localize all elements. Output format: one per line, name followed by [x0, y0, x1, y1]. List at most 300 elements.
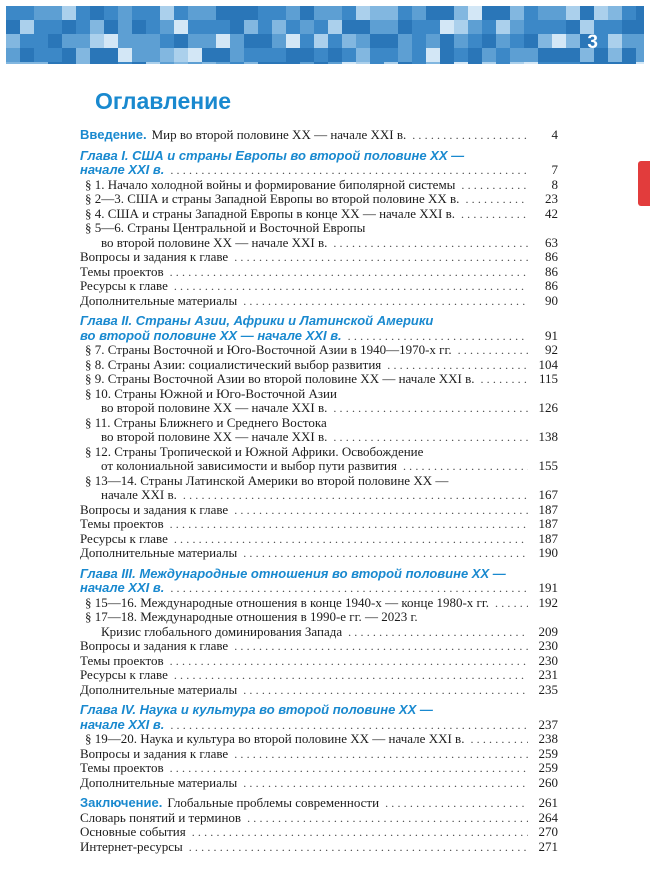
dot-leader — [333, 430, 528, 445]
toc-line — [80, 718, 558, 733]
dot-leader — [170, 581, 528, 596]
mosaic-cell — [538, 20, 552, 34]
toc-title: Оглавление — [95, 88, 232, 114]
toc-line — [80, 625, 558, 640]
mosaic-cell — [258, 62, 272, 64]
red-bookmark-tab — [638, 161, 650, 206]
mosaic-cell — [384, 20, 398, 34]
mosaic-cell — [552, 34, 566, 48]
mosaic-cell — [342, 6, 356, 20]
mosaic-cell — [328, 34, 342, 48]
mosaic-cell — [636, 20, 644, 34]
dot-leader — [461, 178, 528, 193]
mosaic-cell — [174, 34, 188, 48]
mosaic-cell — [188, 62, 202, 64]
toc-page-number: 138 — [538, 429, 558, 444]
dot-leader — [333, 236, 528, 251]
mosaic-cell — [300, 62, 314, 64]
mosaic-cell — [482, 34, 496, 48]
toc-line — [80, 567, 558, 582]
toc-entry — [80, 250, 558, 265]
toc-page-number: 260 — [538, 774, 558, 790]
toc-entry — [80, 372, 558, 387]
dot-leader — [170, 761, 528, 776]
dot-leader — [243, 776, 528, 791]
mosaic-cell — [300, 48, 314, 62]
mosaic-cell — [118, 34, 132, 48]
mosaic-cell — [62, 62, 76, 64]
mosaic-cell — [426, 62, 440, 64]
mosaic-cell — [594, 6, 608, 20]
mosaic-cell — [62, 20, 76, 34]
mosaic-cell — [202, 20, 216, 34]
mosaic-cell — [370, 6, 384, 20]
mosaic-cell — [188, 48, 202, 62]
toc-entry — [80, 178, 558, 193]
toc-line — [80, 776, 558, 791]
mosaic-cell — [384, 34, 398, 48]
mosaic-cell — [496, 62, 510, 64]
mosaic-cell — [566, 48, 580, 62]
mosaic-cell — [132, 6, 146, 20]
toc-line — [80, 430, 558, 445]
toc-entry — [80, 732, 558, 747]
toc-line — [80, 250, 558, 265]
mosaic-cell — [244, 62, 258, 64]
mosaic-cell — [426, 48, 440, 62]
mosaic-cell — [20, 6, 34, 20]
toc-entry — [80, 811, 558, 826]
toc-entry-text: во второй половине XX — начале XXI в. — [101, 400, 328, 415]
mosaic-cell — [118, 62, 132, 64]
mosaic-cell — [272, 48, 286, 62]
toc-entry — [80, 596, 558, 611]
mosaic-cell — [286, 34, 300, 48]
mosaic-cell — [34, 34, 48, 48]
mosaic-cell — [146, 62, 160, 64]
mosaic-cell — [524, 48, 538, 62]
toc-line — [80, 639, 558, 654]
mosaic-cell — [216, 48, 230, 62]
mosaic-cell — [76, 6, 90, 20]
dot-leader — [247, 811, 528, 826]
mosaic-cell — [244, 6, 258, 20]
mosaic-cell — [104, 62, 118, 64]
mosaic-cell — [496, 20, 510, 34]
mosaic-cell — [20, 34, 34, 48]
mosaic-cell — [454, 48, 468, 62]
toc-entry — [80, 265, 558, 280]
toc-entry-text: Темы проектов — [80, 652, 164, 668]
mosaic-cell — [132, 48, 146, 62]
mosaic-cell — [342, 48, 356, 62]
toc-entry — [80, 358, 558, 373]
mosaic-cell — [76, 34, 90, 48]
mosaic-cell — [608, 48, 622, 62]
dot-leader — [192, 825, 528, 840]
toc-line — [80, 358, 558, 373]
toc-entry — [80, 532, 558, 547]
toc-page-number: 264 — [538, 809, 558, 825]
toc-line — [80, 503, 558, 518]
mosaic-cell — [34, 20, 48, 34]
mosaic-cell — [440, 34, 454, 48]
toc-entry — [80, 517, 558, 532]
toc-page-number: 237 — [538, 716, 558, 732]
toc-entry-text: Вопросы и задания к главе — [80, 501, 229, 517]
toc-line — [80, 128, 558, 143]
toc-entry-text: § 19—20. Наука и культура во второй половине XX — начале XXI в. — [85, 731, 465, 746]
toc-entry-text: § 11. Страны Ближнего и Среднего Востока — [85, 414, 327, 430]
mosaic-cell — [580, 6, 594, 20]
mosaic-cell — [76, 62, 90, 64]
mosaic-cell — [398, 20, 412, 34]
mosaic-cell — [188, 20, 202, 34]
mosaic-cell — [482, 48, 496, 62]
mosaic-cell — [496, 34, 510, 48]
mosaic-cell — [160, 48, 174, 62]
toc-line — [80, 343, 558, 358]
mosaic-cell — [384, 6, 398, 20]
mosaic-cell — [356, 6, 370, 20]
mosaic-cell — [454, 62, 468, 64]
mosaic-cell — [510, 62, 524, 64]
toc-entry — [80, 192, 558, 207]
mosaic-cell — [272, 6, 286, 20]
toc-entry-text: во второй половине XX — начале XXI в. — [101, 234, 328, 250]
mosaic-cell — [636, 62, 644, 64]
mosaic-cell — [482, 6, 496, 20]
mosaic-cell — [104, 34, 118, 48]
toc-page-number: 190 — [538, 545, 558, 560]
dot-leader — [170, 718, 528, 733]
toc-page-number: 7 — [551, 162, 558, 177]
mosaic-cell — [412, 48, 426, 62]
dot-leader — [465, 192, 528, 207]
mosaic-cell — [496, 6, 510, 20]
toc-line — [80, 610, 558, 625]
dot-leader — [174, 668, 528, 683]
toc-page-number: 91 — [545, 327, 558, 343]
dot-leader — [458, 343, 528, 358]
dot-leader — [170, 654, 528, 669]
mosaic-cell — [118, 48, 132, 62]
toc-page-number: 63 — [545, 234, 558, 250]
mosaic-cell — [216, 62, 230, 64]
toc-line — [80, 221, 558, 236]
mosaic-cell — [552, 6, 566, 20]
mosaic-cell — [48, 6, 62, 20]
toc-entry-text: начале XXI в. — [80, 162, 165, 177]
mosaic-cell — [62, 6, 76, 20]
toc-entry — [80, 639, 558, 654]
mosaic-cell — [76, 20, 90, 34]
dot-leader — [243, 683, 528, 698]
mosaic-cell — [412, 62, 426, 64]
toc-entry-text: Дополнительные материалы — [80, 292, 238, 308]
mosaic-cell — [636, 34, 644, 48]
mosaic-cell — [6, 48, 20, 62]
toc-entry-text: Глава IV. Наука и культура во второй половине XX — — [80, 702, 433, 717]
mosaic-cell — [608, 6, 622, 20]
mosaic-cell — [300, 34, 314, 48]
mosaic-cell — [538, 6, 552, 20]
mosaic-cell — [328, 20, 342, 34]
toc-entry-text: Вопросы и задания к главе — [80, 249, 229, 264]
mosaic-cell — [636, 48, 644, 62]
toc-line — [80, 703, 558, 718]
mosaic-cell — [342, 20, 356, 34]
toc-entry-text: Вопросы и задания к главе — [80, 745, 229, 761]
dot-leader — [234, 747, 528, 762]
toc-entry-text: § 10. Страны Южной и Юго-Восточной Азии — [85, 385, 337, 401]
mosaic-cell — [426, 6, 440, 20]
mosaic-cell — [496, 48, 510, 62]
toc-page-number: 92 — [545, 342, 558, 357]
mosaic-cell — [174, 6, 188, 20]
toc-entry — [80, 840, 558, 855]
toc-entry-text: Глава I. США и страны Европы во второй половине XX — — [80, 147, 465, 163]
mosaic-cell — [146, 20, 160, 34]
toc-line — [80, 314, 558, 329]
toc-entry-text: Дополнительные материалы — [80, 681, 238, 697]
mosaic-cell — [552, 62, 566, 64]
toc-page-number: 235 — [538, 681, 558, 697]
toc-line — [80, 796, 558, 811]
mosaic-cell — [370, 62, 384, 64]
mosaic-cell — [48, 48, 62, 62]
mosaic-cell — [118, 20, 132, 34]
mosaic-cell — [90, 6, 104, 20]
dot-leader — [183, 488, 528, 503]
mosaic-cell — [510, 48, 524, 62]
toc-entry-text: Темы проектов — [80, 263, 164, 279]
mosaic-cell — [356, 34, 370, 48]
mosaic-cell — [328, 48, 342, 62]
dot-leader — [189, 840, 528, 855]
dot-leader — [470, 732, 528, 747]
mosaic-cell — [6, 34, 20, 48]
toc-entry-text: Глава III. Международные отношения во второй половине XX — — [80, 565, 506, 581]
mosaic-cell — [356, 20, 370, 34]
mosaic-cell — [90, 34, 104, 48]
toc-line — [80, 265, 558, 280]
mosaic-cell — [174, 20, 188, 34]
mosaic-cell — [384, 62, 398, 64]
mosaic-cell — [328, 6, 342, 20]
dot-leader — [412, 128, 528, 143]
dot-leader — [348, 625, 528, 640]
dot-leader — [170, 163, 528, 178]
toc-entry — [80, 683, 558, 698]
toc-entry-text: § 12. Страны Тропической и Южной Африки. Освобождение — [85, 443, 424, 459]
mosaic-cell — [104, 48, 118, 62]
toc-entry — [80, 761, 558, 776]
mosaic-cell — [468, 20, 482, 34]
toc-line — [80, 474, 558, 489]
mosaic-cell — [566, 34, 580, 48]
mosaic-cell — [34, 6, 48, 20]
toc-line — [80, 192, 558, 207]
toc-line — [80, 372, 558, 387]
mosaic-cell — [6, 62, 20, 64]
mosaic-cell — [622, 20, 636, 34]
mosaic-cell — [146, 6, 160, 20]
toc-entry-text: Кризис глобального доминирования Запада — [101, 623, 343, 639]
toc-entry — [80, 416, 558, 445]
mosaic-cell — [566, 6, 580, 20]
toc-entry — [80, 279, 558, 294]
toc-entry-text: начале XXI в. — [101, 487, 177, 502]
mosaic-cell — [608, 20, 622, 34]
toc-page-number: 259 — [538, 745, 558, 761]
toc-entry-text: Интернет-ресурсы — [80, 838, 183, 854]
toc-entries — [80, 128, 558, 854]
mosaic-cell — [48, 20, 62, 34]
mosaic-cell — [160, 62, 174, 64]
toc-entry-text: Ресурсы к главе — [80, 278, 168, 293]
toc-entry — [80, 474, 558, 503]
mosaic-cell — [440, 6, 454, 20]
mosaic-cell — [258, 34, 272, 48]
mosaic-cell — [272, 62, 286, 64]
toc-page-number: 230 — [538, 638, 558, 653]
toc-entry-text: Ресурсы к главе — [80, 530, 168, 546]
toc-page-number: 90 — [545, 292, 558, 308]
toc-entry-text: § 13—14. Страны Латинской Америки во второй половине XX — — [85, 472, 449, 488]
toc-page-number: 209 — [538, 623, 558, 639]
mosaic-cell — [566, 20, 580, 34]
mosaic-cell — [118, 6, 132, 20]
dot-leader — [174, 532, 528, 547]
mosaic-cell — [62, 48, 76, 62]
mosaic-cell — [160, 34, 174, 48]
mosaic-cell — [230, 62, 244, 64]
mosaic-cell — [398, 62, 412, 64]
toc-line — [80, 207, 558, 222]
toc-entry-text: § 8. Страны Азии: социалистический выбор развития — [85, 356, 382, 372]
dot-leader — [234, 250, 528, 265]
toc-page-number: 259 — [538, 760, 558, 775]
mosaic-cell — [286, 62, 300, 64]
dot-leader — [333, 401, 528, 416]
mosaic-cell — [132, 20, 146, 34]
toc-entry — [80, 294, 558, 309]
mosaic-cell — [258, 48, 272, 62]
toc-line — [80, 149, 558, 164]
mosaic-cell — [258, 20, 272, 34]
toc-entry — [80, 796, 558, 811]
mosaic-cell — [160, 20, 174, 34]
mosaic-cell — [608, 62, 622, 64]
toc-line — [80, 517, 558, 532]
mosaic-cell — [468, 48, 482, 62]
mosaic-cell — [454, 20, 468, 34]
table-of-contents — [80, 88, 558, 854]
toc-entry-text: во второй половине XX — начале XXI в. — [101, 429, 328, 444]
mosaic-cell — [412, 6, 426, 20]
toc-page-number: 187 — [538, 516, 558, 531]
toc-entry-text: Вопросы и задания к главе — [80, 638, 229, 653]
toc-entry — [80, 747, 558, 762]
toc-page-number: 86 — [545, 278, 558, 293]
toc-entry — [80, 703, 558, 732]
toc-page-number: 42 — [545, 205, 558, 221]
toc-entry — [80, 654, 558, 669]
mosaic-cell — [608, 34, 622, 48]
mosaic-cell — [524, 34, 538, 48]
mosaic-cell — [188, 34, 202, 48]
mosaic-cell — [286, 6, 300, 20]
toc-line — [80, 401, 558, 416]
toc-line — [80, 163, 558, 178]
toc-entry-text: Введение. Мир во второй половине XX — начале XXI в. — [80, 127, 407, 142]
toc-page-number: 4 — [551, 127, 558, 142]
mosaic-cell — [20, 20, 34, 34]
dot-leader — [495, 596, 528, 611]
toc-entry-text: начале XXI в. — [80, 580, 165, 595]
dot-leader — [243, 546, 528, 561]
toc-entry — [80, 546, 558, 561]
mosaic-cell — [286, 48, 300, 62]
toc-page-number: 126 — [538, 400, 558, 415]
toc-entry — [80, 776, 558, 791]
toc-entry-text: Дополнительные материалы — [80, 545, 238, 560]
dot-leader — [234, 639, 528, 654]
toc-line — [80, 596, 558, 611]
mosaic-cell — [48, 62, 62, 64]
toc-page-number: 187 — [538, 501, 558, 517]
mosaic-cell — [6, 20, 20, 34]
toc-page-number: 167 — [538, 487, 558, 502]
toc-entry — [80, 668, 558, 683]
mosaic-cell — [370, 34, 384, 48]
mosaic-cell — [34, 48, 48, 62]
toc-entry-prefix: Введение. — [80, 127, 147, 142]
toc-page-number: 231 — [538, 667, 558, 682]
mosaic-cell — [510, 20, 524, 34]
toc-entry-text: § 2—3. США и страны Западной Европы во второй половине XX в. — [85, 191, 460, 206]
mosaic-cell — [538, 34, 552, 48]
toc-page-number: 86 — [545, 263, 558, 279]
dot-leader — [234, 503, 528, 518]
mosaic-cell — [440, 20, 454, 34]
dot-leader — [480, 372, 528, 387]
toc-line — [80, 329, 558, 344]
mosaic-cell — [398, 6, 412, 20]
mosaic-cell — [468, 34, 482, 48]
mosaic-cell — [20, 48, 34, 62]
toc-entry — [80, 567, 558, 596]
mosaic-cell — [412, 20, 426, 34]
mosaic-cell — [454, 6, 468, 20]
toc-entry — [80, 610, 558, 639]
toc-entry-text: во второй половине XX — начале XXI в. — [80, 327, 342, 343]
toc-entry-text: § 4. США и страны Западной Европы в конце XX — начале XXI в. — [85, 205, 455, 221]
mosaic-cell — [370, 20, 384, 34]
toc-entry-text: Словарь понятий и терминов — [80, 809, 242, 825]
toc-entry-text: § 7. Страны Восточной и Юго-Восточной Азии в 1940—1970-х гг. — [85, 342, 452, 357]
mosaic-cell — [440, 62, 454, 64]
toc-entry-prefix: Заключение. — [80, 795, 163, 810]
mosaic-cell — [622, 62, 636, 64]
mosaic-cell — [244, 34, 258, 48]
toc-line — [80, 840, 558, 855]
toc-page-number: 86 — [545, 249, 558, 264]
mosaic-cell — [300, 20, 314, 34]
toc-line — [80, 236, 558, 251]
mosaic-cell — [524, 20, 538, 34]
